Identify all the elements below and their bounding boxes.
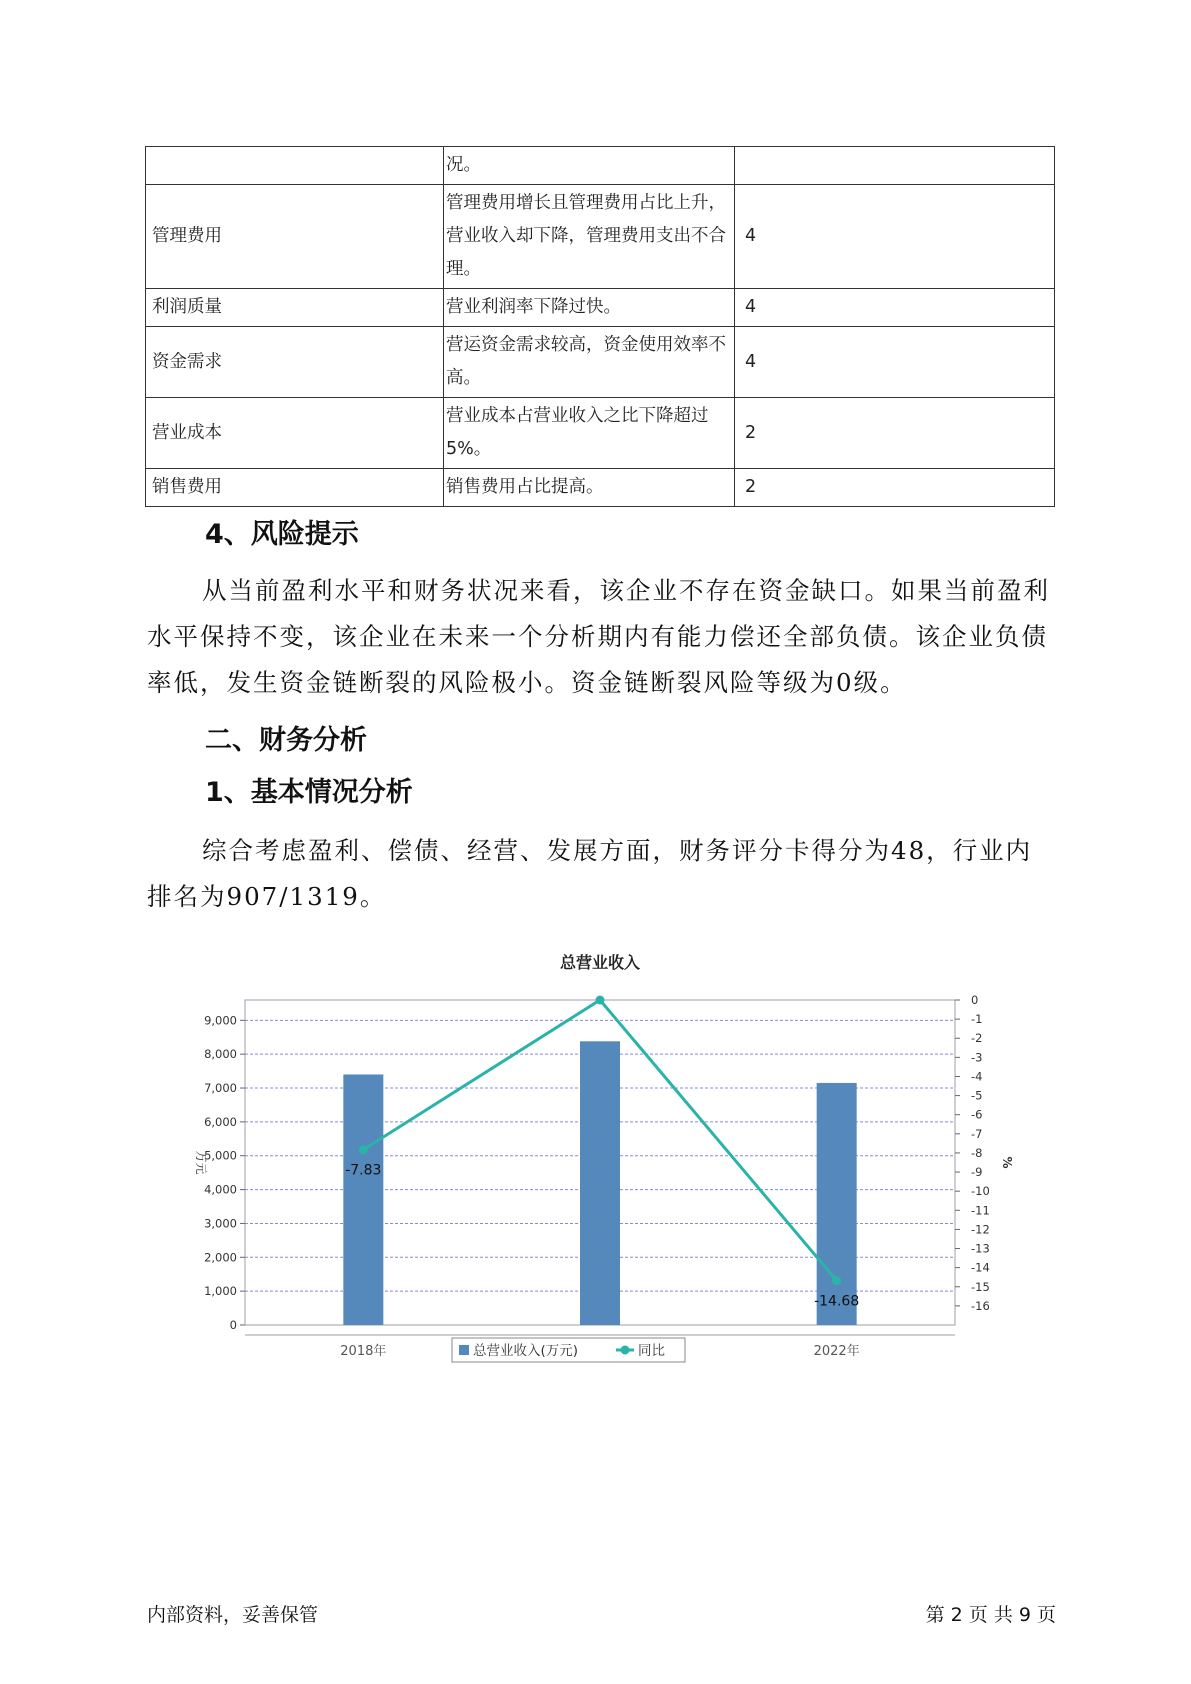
risk-score: 4 [735, 289, 1055, 327]
legend-line-label: 同比 [638, 1343, 665, 1359]
yoy-point [832, 1276, 841, 1285]
footer-page-number: 第 2 页 共 9 页 [925, 1604, 1056, 1626]
risk-table-row [146, 469, 1055, 507]
y2-tick-label: -10 [971, 1184, 990, 1199]
yoy-data-label: -14.68 [814, 1293, 860, 1310]
basic-analysis-heading: 1、基本情况分析 [205, 777, 413, 808]
risk-score [735, 147, 1055, 185]
y2-tick-label: -4 [971, 1069, 983, 1084]
legend-bar-swatch [459, 1345, 469, 1355]
y-tick-label: 6,000 [204, 1114, 237, 1129]
risk-score: 4 [735, 185, 1055, 289]
revenue-chart [175, 950, 1014, 1370]
y2-tick-label: -12 [971, 1222, 990, 1237]
risk-item: 资金需求 [146, 327, 444, 398]
x-tick-label: 2018年 [340, 1344, 387, 1359]
revenue-bar [580, 1041, 620, 1325]
y2-tick-label: -7 [971, 1126, 983, 1141]
risk-table-row [146, 147, 1055, 185]
y-tick-label: 1,000 [204, 1284, 237, 1299]
y-tick-label: 8,000 [204, 1047, 237, 1062]
y2-tick-label: -9 [971, 1165, 983, 1180]
y2-axis-label: % [1000, 1156, 1014, 1169]
risk-description: 况。 [444, 147, 735, 185]
yoy-point [359, 1145, 368, 1154]
risk-table-row [146, 398, 1055, 469]
y2-tick-label: -2 [971, 1031, 983, 1046]
y-tick-label: 5,000 [204, 1148, 237, 1163]
risk-item [146, 147, 444, 185]
y2-tick-label: -16 [971, 1298, 990, 1313]
legend-bar-label: 总营业收入(万元) [473, 1343, 579, 1359]
y2-tick-label: -3 [971, 1050, 983, 1065]
risk-table [145, 146, 1055, 507]
y2-tick-label: -1 [971, 1012, 983, 1027]
x-tick-label: 2022年 [813, 1344, 860, 1359]
y2-tick-label: -6 [971, 1107, 983, 1122]
y-tick-label: 9,000 [204, 1013, 237, 1028]
risk-paragraph: 从当前盈利水平和财务状况来看，该企业不存在资金缺口。如果当前盈利水平保持不变，该企业在未来一个分析期内有能力偿还全部负债。该企业负债率低，发生资金链断裂的风险极小。资金链断裂风险等级为0级。 [147, 576, 1050, 697]
risk-item: 销售费用 [146, 469, 444, 507]
risk-description: 销售费用占比提高。 [444, 469, 735, 507]
chart-title: 总营业收入 [559, 953, 641, 972]
y-axis-label: 万元 [194, 1150, 208, 1175]
y-tick-label: 7,000 [204, 1081, 237, 1096]
y-tick-label: 0 [229, 1318, 237, 1332]
risk-description: 营业成本占营业收入之比下降超过5%。 [444, 398, 735, 469]
risk-score: 4 [735, 327, 1055, 398]
risk-table-row [146, 289, 1055, 327]
y2-tick-label: -5 [971, 1088, 983, 1103]
y2-tick-label: 0 [971, 993, 979, 1007]
footer-confidential: 内部资料，妥善保管 [147, 1604, 319, 1626]
risk-table-row [146, 327, 1055, 398]
yoy-point [596, 996, 605, 1005]
risk-score: 2 [735, 398, 1055, 469]
y-tick-label: 4,000 [204, 1182, 237, 1197]
y2-tick-label: -11 [971, 1203, 990, 1218]
risk-item: 利润质量 [146, 289, 444, 327]
risk-description: 营业利润率下降过快。 [444, 289, 735, 327]
y-tick-label: 3,000 [204, 1216, 237, 1231]
yoy-data-label: -7.83 [345, 1162, 382, 1179]
y-tick-label: 2,000 [204, 1250, 237, 1265]
y2-tick-label: -13 [971, 1241, 990, 1256]
revenue-bar [343, 1074, 383, 1325]
legend-line-marker [621, 1346, 630, 1355]
risk-table-row [146, 185, 1055, 289]
y2-tick-label: -14 [971, 1260, 990, 1275]
risk-score: 2 [735, 469, 1055, 507]
risk-description: 管理费用增长且管理费用占比上升，营业收入却下降，管理费用支出不合理。 [444, 185, 735, 289]
y2-tick-label: -8 [971, 1145, 983, 1160]
risk-heading: 4、风险提示 [205, 519, 359, 550]
basic-analysis-paragraph: 综合考虑盈利、偿债、经营、发展方面，财务评分卡得分为48，行业内排名为907/1319。 [147, 836, 1033, 911]
revenue-bar [817, 1083, 857, 1325]
risk-description: 营运资金需求较高，资金使用效率不高。 [444, 327, 735, 398]
financial-heading: 二、财务分析 [205, 725, 367, 756]
y2-tick-label: -15 [971, 1279, 990, 1294]
risk-item: 管理费用 [146, 185, 444, 289]
risk-item: 营业成本 [146, 398, 444, 469]
